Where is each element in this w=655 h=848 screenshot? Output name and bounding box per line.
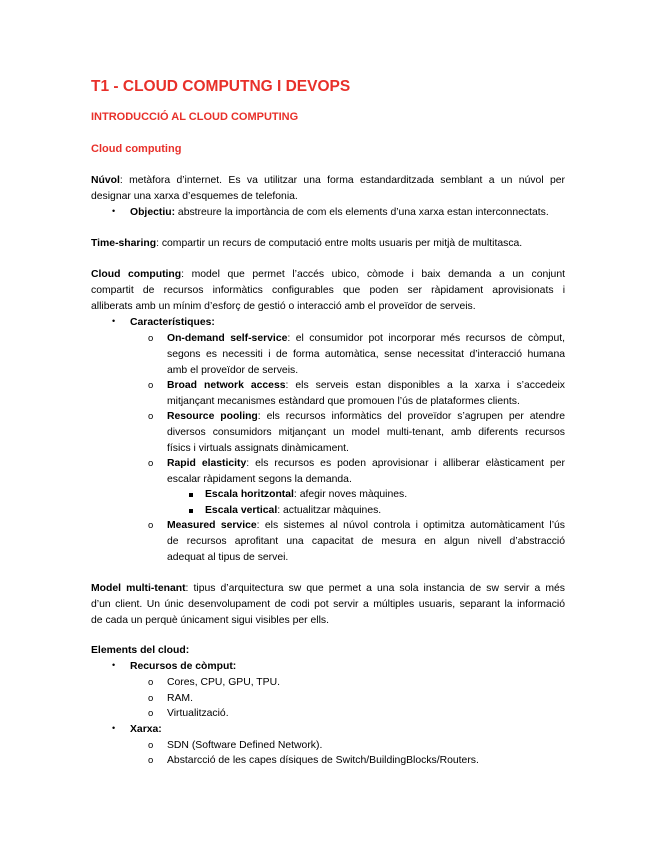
circle-bullet-icon: o: [148, 755, 154, 766]
objectiu-item: Objectiu: abstreure la importància de com els elements d’una xarxa estan interconnectats.: [130, 207, 549, 218]
escala-item: Escala horitzontal: afegir noves màquines.: [205, 489, 408, 500]
cloud-paragraph-line2: compartit de recursos informàtics configurables que poden ser ràpidament aprovisionats i: [91, 285, 565, 296]
square-bullet-icon: [189, 509, 193, 513]
circle-bullet-icon: o: [148, 740, 154, 751]
cloud-paragraph-line1: Cloud computing: model que permet l’accés ubico, còmode i baix demanda a un conjunt: [91, 269, 566, 280]
page-title: T1 - CLOUD COMPUTNG I DEVOPS: [91, 78, 351, 95]
circle-bullet-icon: o: [148, 458, 154, 469]
list-item: Virtualització.: [167, 708, 229, 719]
multitenant-paragraph-line1: Model multi-tenant: tipus d’arquitectura sw que permet a una sola instancia de sw servir a més: [91, 583, 565, 594]
circle-bullet-icon: o: [148, 677, 154, 688]
cloud-paragraph-line3: alliberats amb un mínim d’esforç de gestió o interacció amb el proveïdor de serveis.: [91, 301, 476, 312]
recursos-label: Recursos de còmput:: [130, 661, 237, 672]
subsection-heading: Cloud computing: [91, 143, 182, 155]
bullet-icon: •: [112, 206, 116, 216]
elements-label: Elements del cloud:: [91, 645, 190, 656]
nuvol-paragraph-line1: Núvol: metàfora d’internet. Es va utilitzar una forma estandarditzada semblant a un núvol per: [91, 175, 565, 186]
list-item: SDN (Software Defined Network).: [167, 740, 323, 751]
characteristic-item-line1: Resource pooling: els recursos informàtics del proveïdor s’agrupen per atendre: [167, 411, 565, 422]
list-item: RAM.: [167, 693, 193, 704]
bullet-icon: •: [112, 316, 116, 326]
characteristic-item-line3: físics i virtuals assignats dinàmicament.: [167, 443, 349, 454]
characteristic-item-line2: diversos consumidors mitjançant un model multi-tenant, amb diferents recursos: [167, 427, 565, 438]
circle-bullet-icon: o: [148, 380, 154, 391]
characteristic-item-line1: On-demand self-service: el consumidor pot incorporar més recursos de còmput,: [167, 333, 565, 344]
characteristic-item-line1: Measured service: els sistemes al núvol controla i optimitza automàticament l’ús: [167, 520, 565, 531]
circle-bullet-icon: o: [148, 693, 154, 704]
multitenant-paragraph-line3: de cada un perquè únicament sigui visibles per ells.: [91, 615, 329, 626]
list-item: Abstarcció de les capes dísiques de Switch/BuildingBlocks/Routers.: [167, 755, 479, 766]
circle-bullet-icon: o: [148, 708, 154, 719]
escala-item: Escala vertical: actualitzar màquines.: [205, 505, 382, 516]
characteristic-item-line2: mitjançant mecanismes estàndard que promouen l’ús de plataformes clients.: [167, 396, 520, 407]
timesharing-paragraph: Time-sharing: compartir un recurs de computació entre molts usuaris per mitjà de multitasca.: [91, 238, 523, 249]
characteristic-item-line2: de recursos aprofitant una capacitat de mesura en algun nivell d’abstracció: [167, 536, 565, 547]
characteristic-item-line1: Broad network access: els serveis estan disponibles a la xarxa i s’accedeix: [167, 380, 565, 391]
characteristic-item-line3: adequat al tipus de servei.: [167, 552, 289, 563]
bullet-icon: •: [112, 723, 116, 733]
characteristic-item-line2: escalar ràpidament segons la demanda.: [167, 474, 352, 485]
caracteristiques-label: Característiques:: [130, 317, 215, 328]
circle-bullet-icon: o: [148, 411, 154, 422]
characteristic-item-line1: Rapid elasticity: els recursos es poden aprovisionar i alliberar elàsticament per: [167, 458, 565, 469]
circle-bullet-icon: o: [148, 333, 154, 344]
circle-bullet-icon: o: [148, 520, 154, 531]
bullet-icon: •: [112, 660, 116, 670]
section-heading: INTRODUCCIÓ AL CLOUD COMPUTING: [91, 111, 299, 123]
square-bullet-icon: [189, 493, 193, 497]
characteristic-item-line2: segons es necessiti i de forma automàtica, sense necessitat d’interacció humana: [167, 349, 565, 360]
list-item: Cores, CPU, GPU, TPU.: [167, 677, 280, 688]
characteristic-item-line3: amb el proveïdor de serveis.: [167, 365, 299, 376]
xarxa-label: Xarxa:: [130, 724, 162, 735]
nuvol-paragraph-line2: designar una xarxa d’esquemes de telefonia.: [91, 191, 298, 202]
multitenant-paragraph-line2: d’un client. Un únic desenvolupament de codi pot servir a múltiples usuaris, separant la informació: [91, 599, 565, 610]
